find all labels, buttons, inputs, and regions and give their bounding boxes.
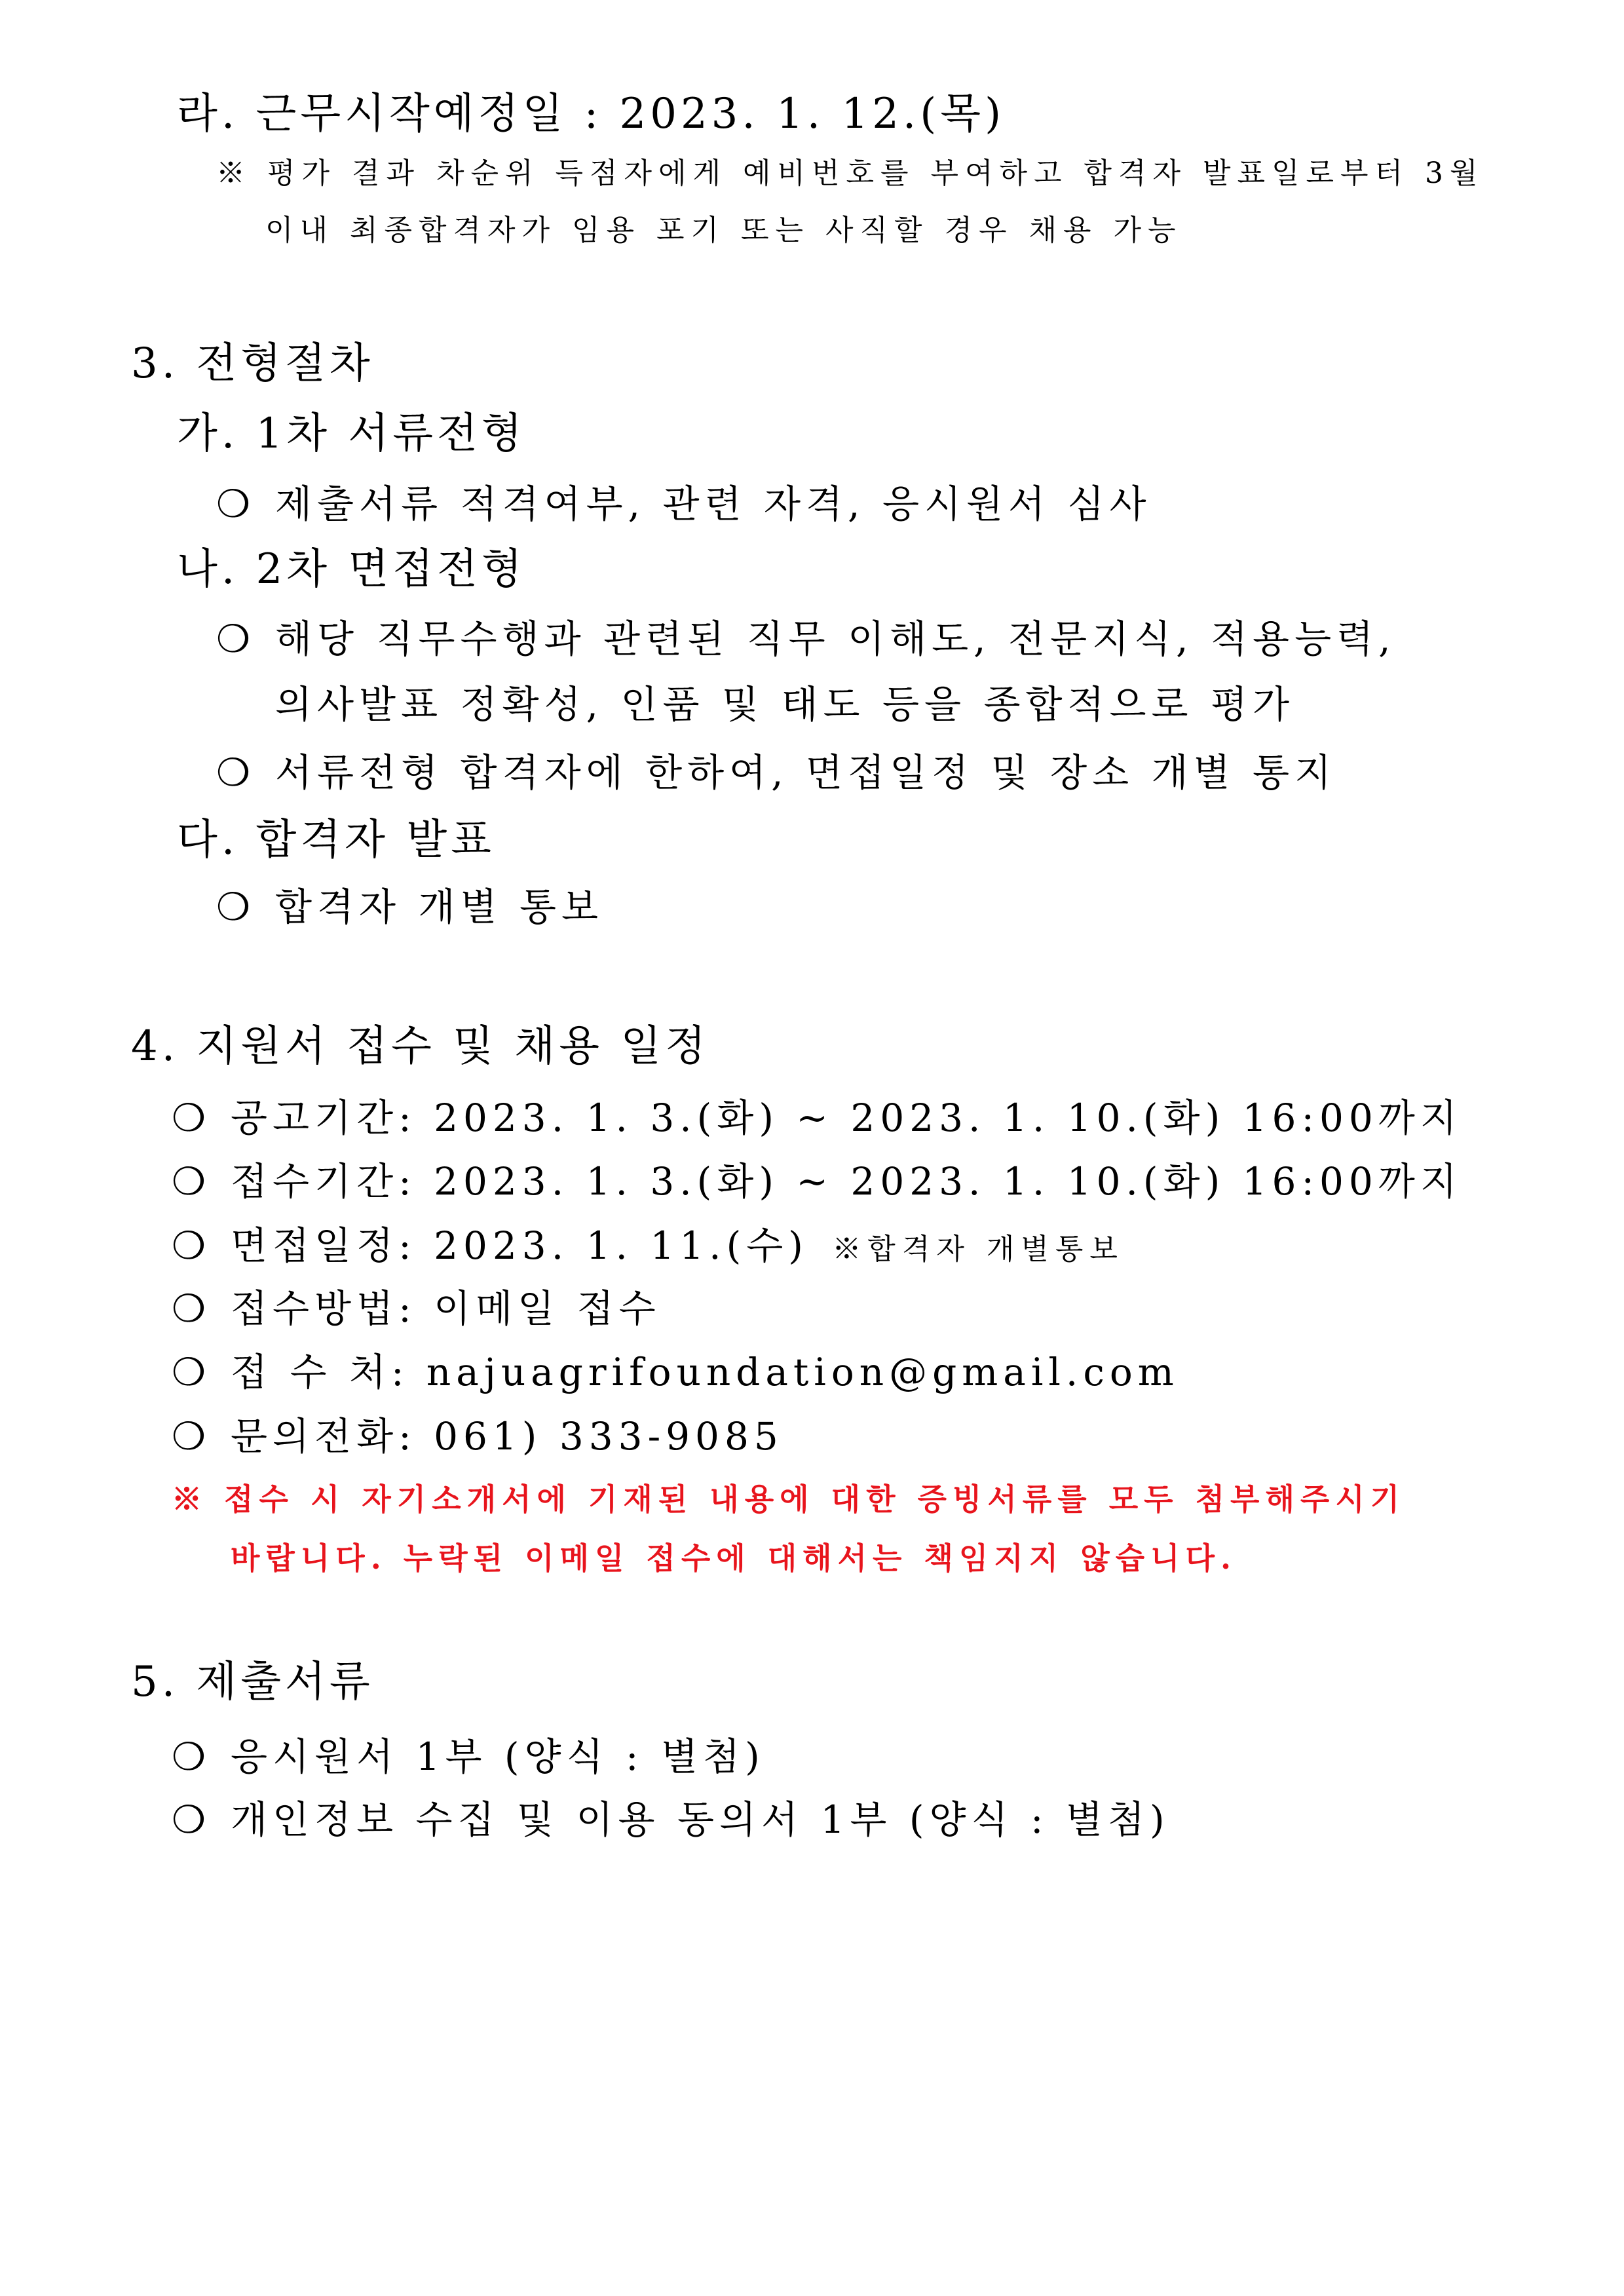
bullet-icon: ❍ [172,1734,211,1779]
interview-item-1-line1: ❍ 해당 직무수행과 관련된 직무 이해도, 전문지식, 적용능력, [216,617,1396,661]
selection-process-heading: 3. 전형절차 [131,339,374,388]
bullet-icon: ❍ [172,1223,211,1268]
schedule-item-address: ❍ 접 수 처: najuagrifoundation@gmail.com [172,1350,1179,1394]
schedule-item-interview-date: ❍ 면접일정: 2023. 1. 11.(수) ※합격자 개별통보 [172,1223,1124,1268]
document-screening-item: ❍ 제출서류 적격여부, 관련 자격, 응시원서 심사 [216,482,1152,526]
submission-item-application: ❍ 응시원서 1부 (양식 : 별첨) [172,1734,765,1779]
bullet-icon: ❍ [172,1350,211,1394]
result-announcement-item: ❍ 합격자 개별 통보 [216,885,604,929]
bullet-icon: ❍ [172,1414,211,1459]
application-schedule-heading: 4. 지원서 접수 및 채용 일정 [131,1022,710,1071]
reserve-note-line1: ※ 평가 결과 차순위 득점자에게 예비번호를 부여하고 합격자 발표일로부터 3월 [216,157,1484,190]
interview-date-note: ※합격자 개별통보 [832,1233,1124,1266]
start-date-title: 라. 근무시작예정일 : 2023. 1. 12.(목) [177,90,1006,138]
bullet-icon: ❍ [172,1159,211,1204]
schedule-item-phone: ❍ 문의전화: 061) 333-9085 [172,1414,784,1459]
interview-item-1-line2: 의사발표 정확성, 인품 및 태도 등을 종합적으로 평가 [275,682,1295,727]
result-announcement-title: 다. 합격자 발표 [177,816,495,864]
schedule-item-notice-period: ❍ 공고기간: 2023. 1. 3.(화) ~ 2023. 1. 10.(화) 16:00까지 [172,1096,1462,1140]
schedule-item-method: ❍ 접수방법: 이메일 접수 [172,1286,661,1331]
document-screening-title: 가. 1차 서류전형 [177,410,526,458]
interview-item-2: ❍ 서류전형 합격자에 한하여, 면접일정 및 장소 개별 통지 [216,750,1337,795]
bullet-icon: ❍ [216,885,255,929]
bullet-icon: ❍ [216,617,255,661]
reserve-note-line2: 이내 최종합격자가 임용 포기 또는 사직할 경우 채용 가능 [265,214,1182,247]
warning-line1: ※ 접수 시 자기소개서에 기재된 내용에 대한 증빙서류를 모두 첨부해주시기 [172,1482,1406,1517]
interview-title: 나. 2차 면접전형 [177,545,526,594]
bullet-icon: ❍ [172,1797,211,1842]
bullet-icon: ❍ [216,482,255,526]
bullet-icon: ❍ [172,1286,211,1331]
bullet-icon: ❍ [216,750,255,795]
bullet-icon: ❍ [172,1096,211,1140]
submission-documents-heading: 5. 제출서류 [131,1658,374,1706]
submission-item-privacy-consent: ❍ 개인정보 수집 및 이용 동의서 1부 (양식 : 별첨) [172,1797,1170,1842]
schedule-item-receipt-period: ❍ 접수기간: 2023. 1. 3.(화) ~ 2023. 1. 10.(화) 16:00까지 [172,1159,1462,1204]
warning-line2: 바랍니다. 누락된 이메일 접수에 대해서는 책임지지 않습니다. [231,1540,1237,1576]
